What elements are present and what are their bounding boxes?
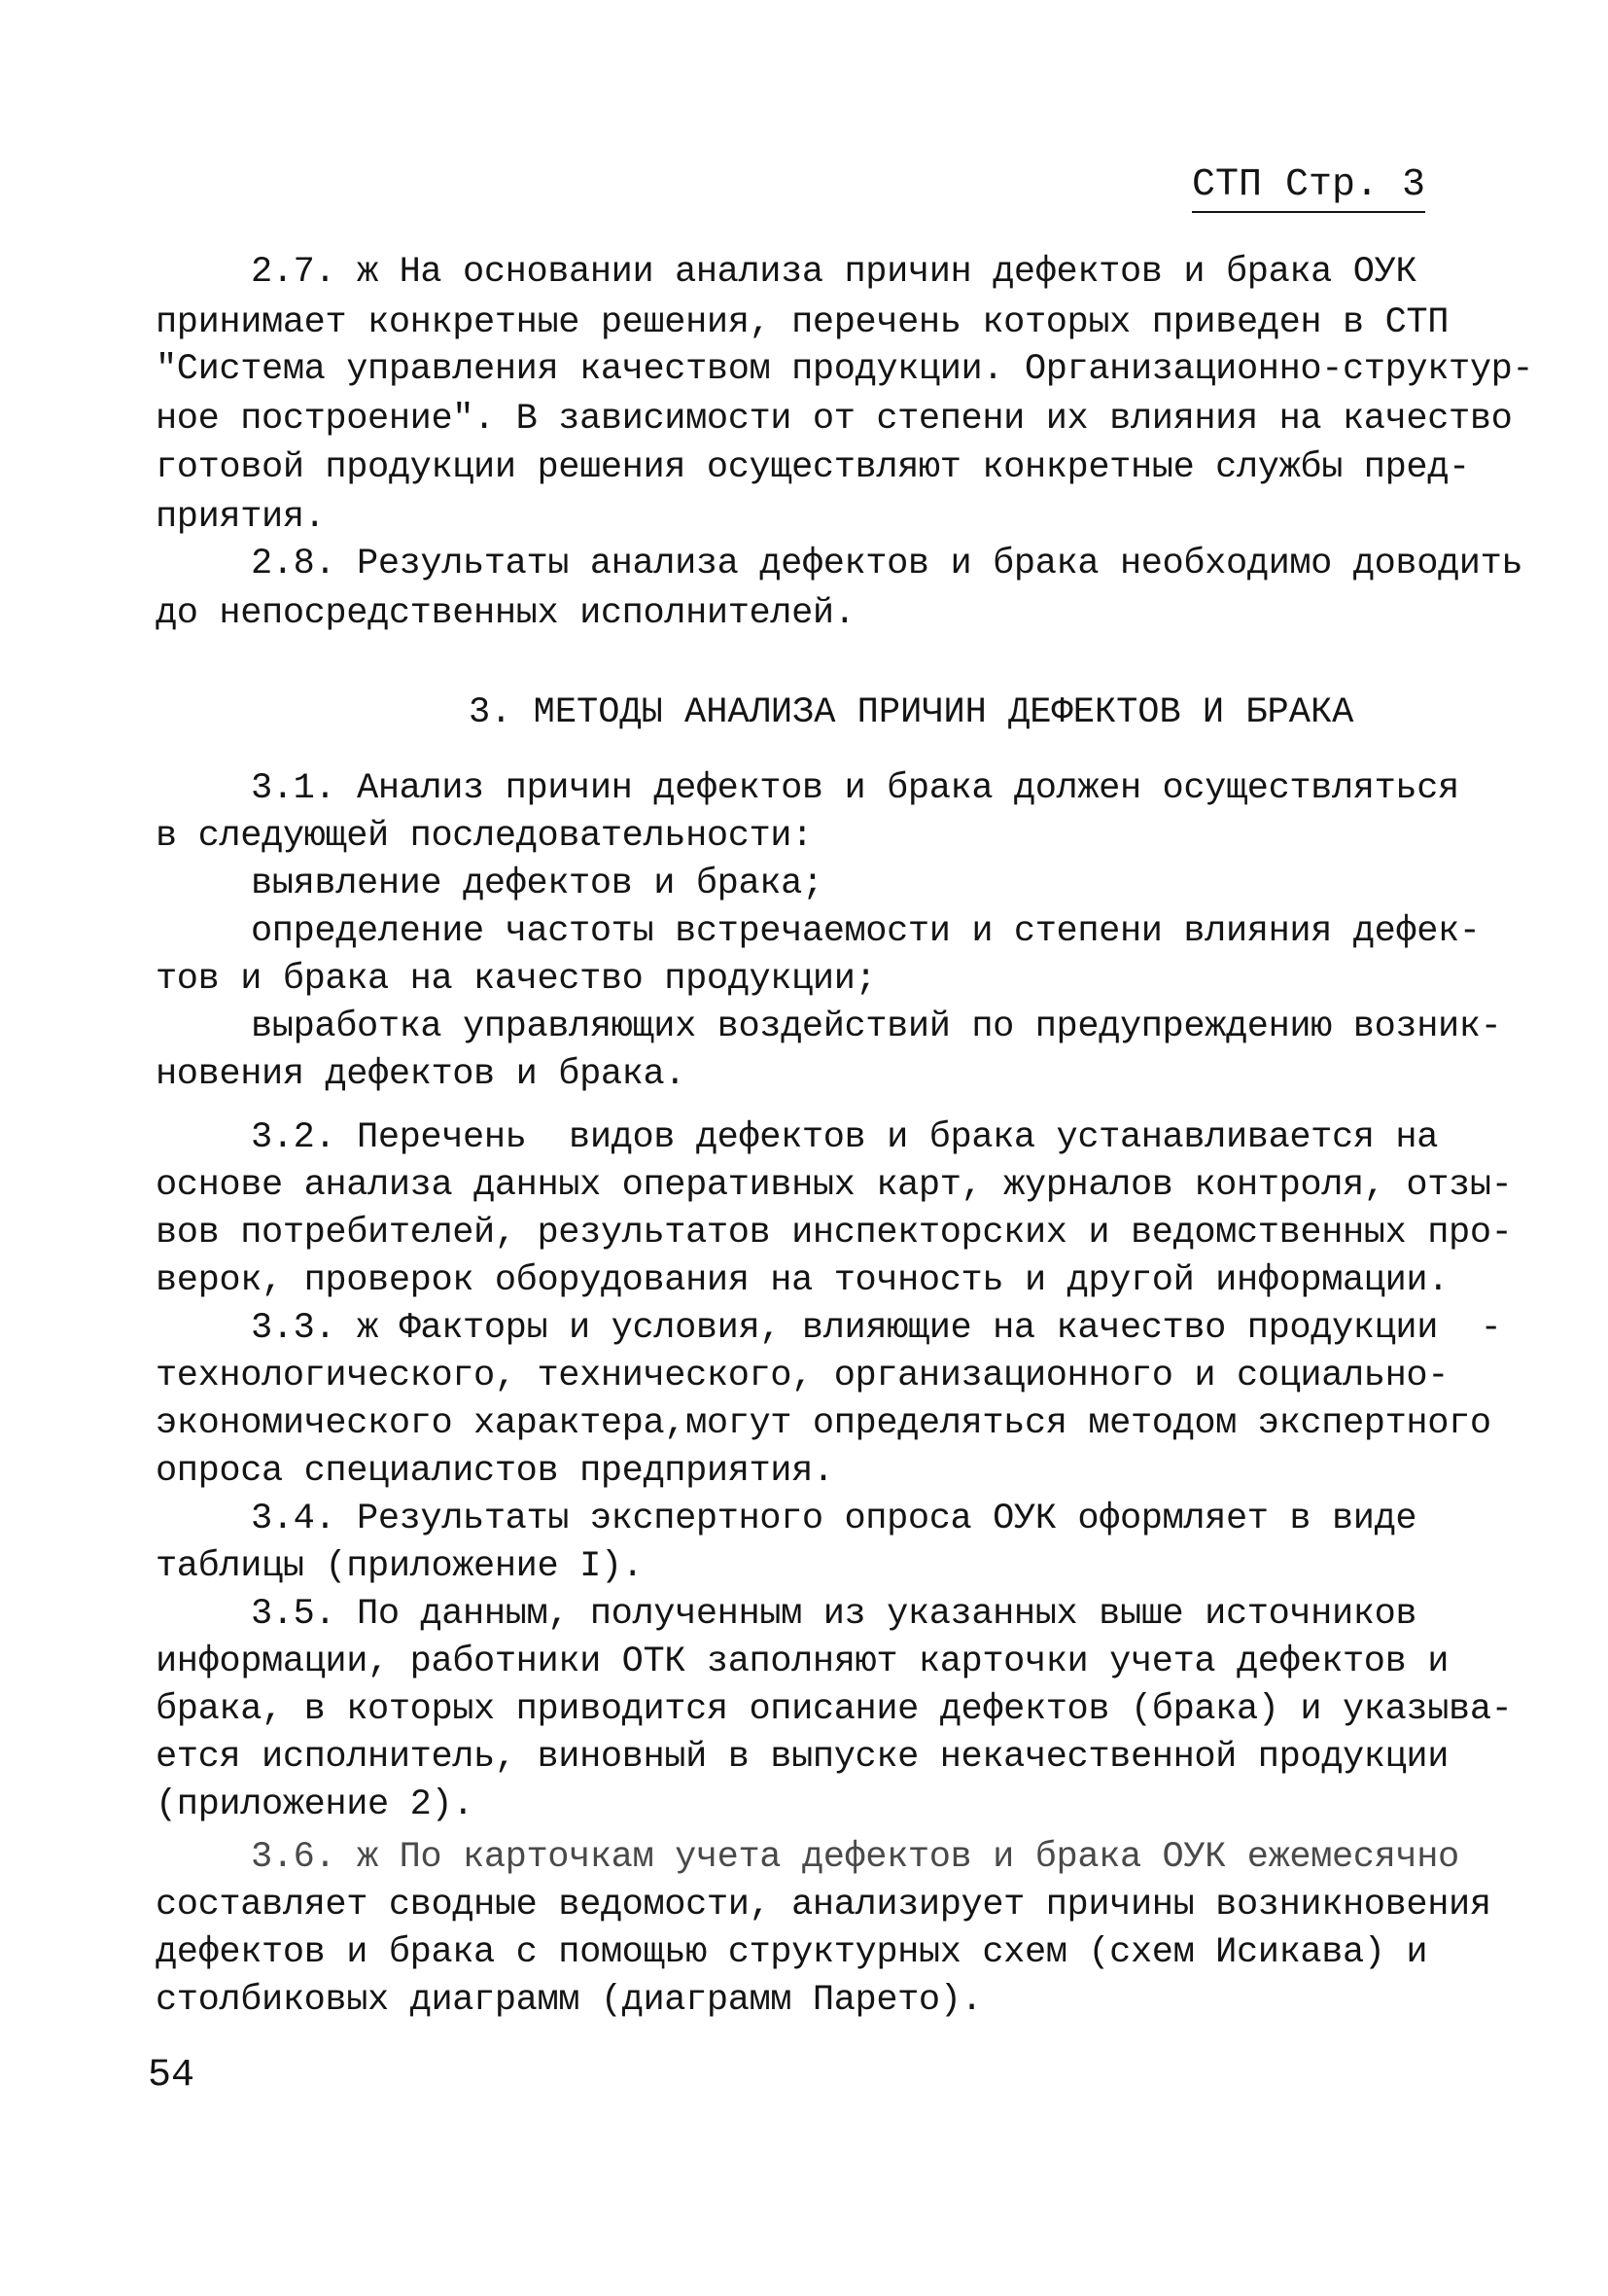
text-line: вов потребителей, результатов инспекторских и ведомственных про- xyxy=(156,1213,1513,1254)
text-line: выработка управляющих воздействий по предупреждению возник- xyxy=(251,1007,1502,1047)
text-line: ется исполнитель, виновный в выпуске некачественной продукции xyxy=(156,1737,1450,1778)
section-title: 3. МЕТОДЫ АНАЛИЗА ПРИЧИН ДЕФЕКТОВ И БРАКА xyxy=(469,692,1354,733)
text-line: до непосредственных исполнителей. xyxy=(156,593,856,634)
text-line: в следующей последовательности: xyxy=(156,816,813,857)
text-line: 3.4. Результаты экспертного опроса ОУК оформляет в виде xyxy=(251,1499,1417,1539)
text-line: столбиковых диаграмм (диаграмм Парето). xyxy=(156,1980,983,2021)
text-line: принимает конкретные решения, перечень которых приведен в СТП xyxy=(156,302,1450,343)
text-line: (приложение 2). xyxy=(156,1784,474,1825)
text-line: определение частоты встречаемости и степени влияния дефек- xyxy=(251,911,1481,952)
text-line: информации, работники ОТК заполняют карточки учета дефектов и xyxy=(156,1642,1450,1682)
text-line: технологического, технического, организационного и социально- xyxy=(156,1356,1450,1396)
text-line: верок, проверок оборудования на точность и другой информации. xyxy=(156,1260,1450,1301)
text-line: 2.8. Результаты анализа дефектов и брака необходимо доводить xyxy=(251,544,1523,584)
text-line: 3.3. ж Факторы и условия, влияющие на качество продукции - xyxy=(251,1308,1502,1349)
text-line: опроса специалистов предприятия. xyxy=(156,1451,834,1492)
page-header: СТП Стр. 3 xyxy=(1192,163,1425,213)
text-line: новения дефектов и брака. xyxy=(156,1054,686,1095)
text-line: таблицы (приложение I). xyxy=(156,1546,644,1587)
text-line: "Система управления качеством продукции. Организационно-структур- xyxy=(156,349,1534,390)
text-line: 3.5. По данным, полученным из указанных выше источников xyxy=(251,1594,1417,1635)
text-line: готовой продукции решения осуществляют конкретные службы пред- xyxy=(156,447,1470,488)
page-number: 54 xyxy=(148,2054,195,2098)
text-line: 3.1. Анализ причин дефектов и брака должен осуществляться xyxy=(251,768,1459,809)
text-line: брака, в которых приводится описание дефектов (брака) и указыва- xyxy=(156,1689,1513,1730)
text-line: тов и брака на качество продукции; xyxy=(156,959,877,1000)
text-line: экономического характера,могут определяться методом экспертного xyxy=(156,1403,1491,1444)
text-line: составляет сводные ведомости, анализирует причины возникновения xyxy=(156,1885,1491,1925)
text-line: ное построение". В зависимости от степени их влияния на качество xyxy=(156,399,1513,440)
text-line: 2.7. ж На основании анализа причин дефектов и брака ОУК xyxy=(251,252,1417,293)
text-line: 3.6. ж По карточкам учета дефектов и брака ОУК ежемесячно xyxy=(251,1837,1459,1878)
text-line: основе анализа данных оперативных карт, журналов контроля, отзы- xyxy=(156,1165,1513,1206)
text-line: дефектов и брака с помощью структурных схем (схем Исикава) и xyxy=(156,1932,1428,1973)
text-line: приятия. xyxy=(156,497,326,538)
text-line: 3.2. Перечень видов дефектов и брака устанавливается на xyxy=(251,1117,1439,1158)
text-line: выявление дефектов и брака; xyxy=(251,864,823,904)
